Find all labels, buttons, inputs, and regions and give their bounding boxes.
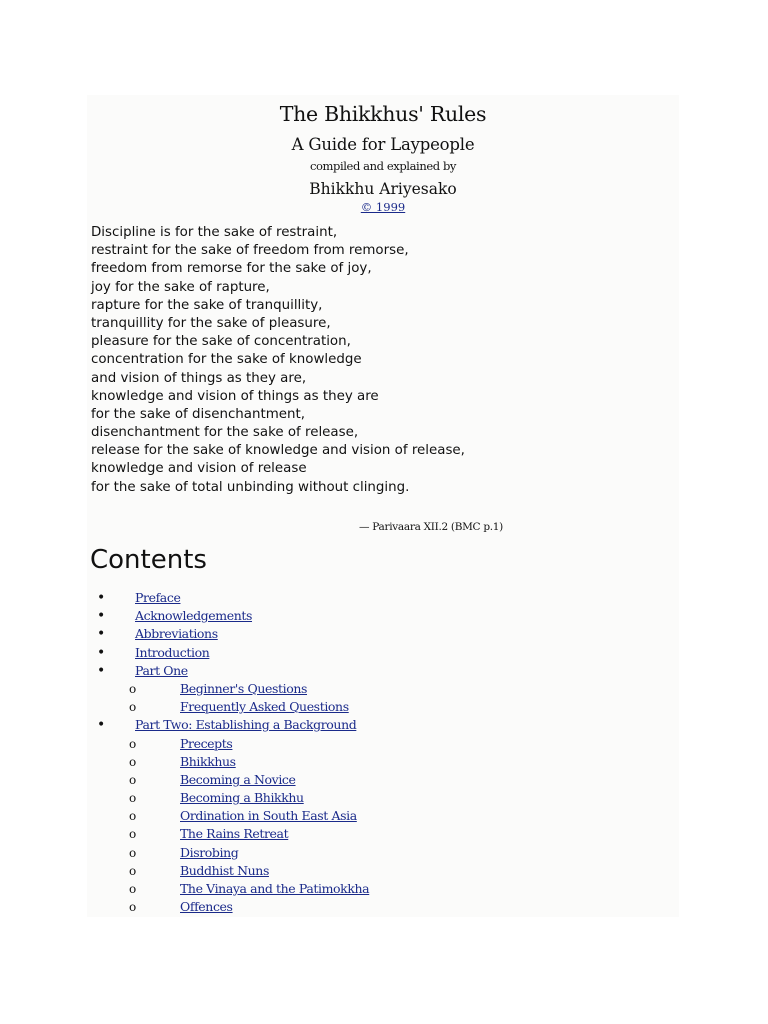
circle-bullet-icon: o [129, 754, 137, 769]
epigraph-poem [91, 224, 465, 497]
poem-line: restraint for the sake of freedom from remorse, [91, 243, 409, 259]
epigraph-citation: — Parivaara XII.2 (BMC p.1) [359, 521, 503, 533]
toc-link[interactable]: Preface [135, 590, 181, 605]
circle-bullet-icon: o [129, 900, 137, 915]
contents-heading: Contents [90, 545, 207, 575]
bullet-icon: • [97, 608, 106, 625]
circle-bullet-icon: o [129, 791, 137, 806]
bullet-icon: • [97, 626, 106, 643]
circle-bullet-icon: o [129, 772, 137, 787]
toc-link[interactable]: Introduction [135, 644, 210, 660]
circle-bullet-icon: o [129, 882, 137, 896]
circle-bullet-icon: o [129, 863, 137, 878]
poem-line: freedom from remorse for the sake of joy, [91, 261, 372, 277]
copyright-line [87, 200, 679, 214]
poem-line: Discipline is for the sake of restraint, [91, 225, 338, 240]
poem-line: knowledge and vision of release [91, 461, 307, 477]
bullet-icon: • [97, 662, 106, 679]
bullet-icon: • [97, 644, 106, 661]
toc-link[interactable]: Frequently Asked Questions [180, 699, 349, 715]
toc-link[interactable]: The Vinaya and the Patimokkha [180, 881, 370, 896]
toc-link[interactable]: Bhikkhus [180, 753, 236, 769]
toc-link[interactable]: Part One [135, 662, 188, 678]
poem-line: and vision of things as they are, [91, 370, 307, 386]
toc-link[interactable]: Buddhist Nuns [180, 862, 269, 878]
toc-link[interactable]: Becoming a Bhikkhu [180, 790, 304, 806]
circle-bullet-icon: o [129, 700, 137, 715]
poem-line: for the sake of total unbinding without clinging. [91, 479, 410, 495]
copyright-link[interactable]: © 1999 [360, 200, 406, 214]
poem-line: pleasure for the sake of concentration, [91, 334, 351, 350]
toc-link[interactable]: Precepts [180, 735, 233, 751]
circle-bullet-icon: o [129, 827, 137, 842]
page-subtitle: A Guide for Laypeople [291, 135, 475, 154]
poem-line: concentration for the sake of knowledge [91, 352, 362, 368]
circle-bullet-icon: o [129, 681, 137, 696]
poem-line: release for the sake of knowledge and vision of release, [91, 443, 465, 459]
toc-link[interactable]: Disrobing [180, 844, 239, 860]
poem-line: disenchantment for the sake of release, [91, 425, 359, 441]
poem-line: rapture for the sake of tranquillity, [91, 297, 323, 313]
poem-line: tranquillity for the sake of pleasure, [91, 315, 331, 331]
toc-link[interactable]: Part Two: Establishing a Background [135, 717, 357, 733]
toc-link[interactable]: The Rains Retreat [180, 826, 289, 842]
compiled-by-line: compiled and explained by [309, 159, 457, 173]
circle-bullet-icon: o [129, 736, 137, 751]
toc-link[interactable]: Becoming a Novice [180, 771, 296, 787]
toc-link[interactable]: Acknowledgements [135, 608, 253, 624]
poem-line: for the sake of disenchantment, [91, 406, 306, 422]
page-title: The Bhikkhus' Rules [279, 102, 487, 126]
circle-bullet-icon: o [129, 845, 137, 860]
toc-link[interactable]: Beginner's Questions [180, 680, 308, 696]
author-name: Bhikkhu Ariyesako [309, 180, 457, 198]
poem-line: knowledge and vision of things as they are [91, 388, 379, 404]
toc-link[interactable]: Offences [180, 899, 233, 915]
circle-bullet-icon: o [129, 809, 137, 824]
toc-link[interactable]: Abbreviations [135, 626, 218, 642]
document-body [87, 95, 679, 917]
bullet-icon: • [97, 590, 106, 606]
toc-link[interactable]: Ordination in South East Asia [180, 808, 357, 824]
poem-line: joy for the sake of rapture, [91, 279, 270, 295]
bullet-icon: • [97, 717, 106, 734]
